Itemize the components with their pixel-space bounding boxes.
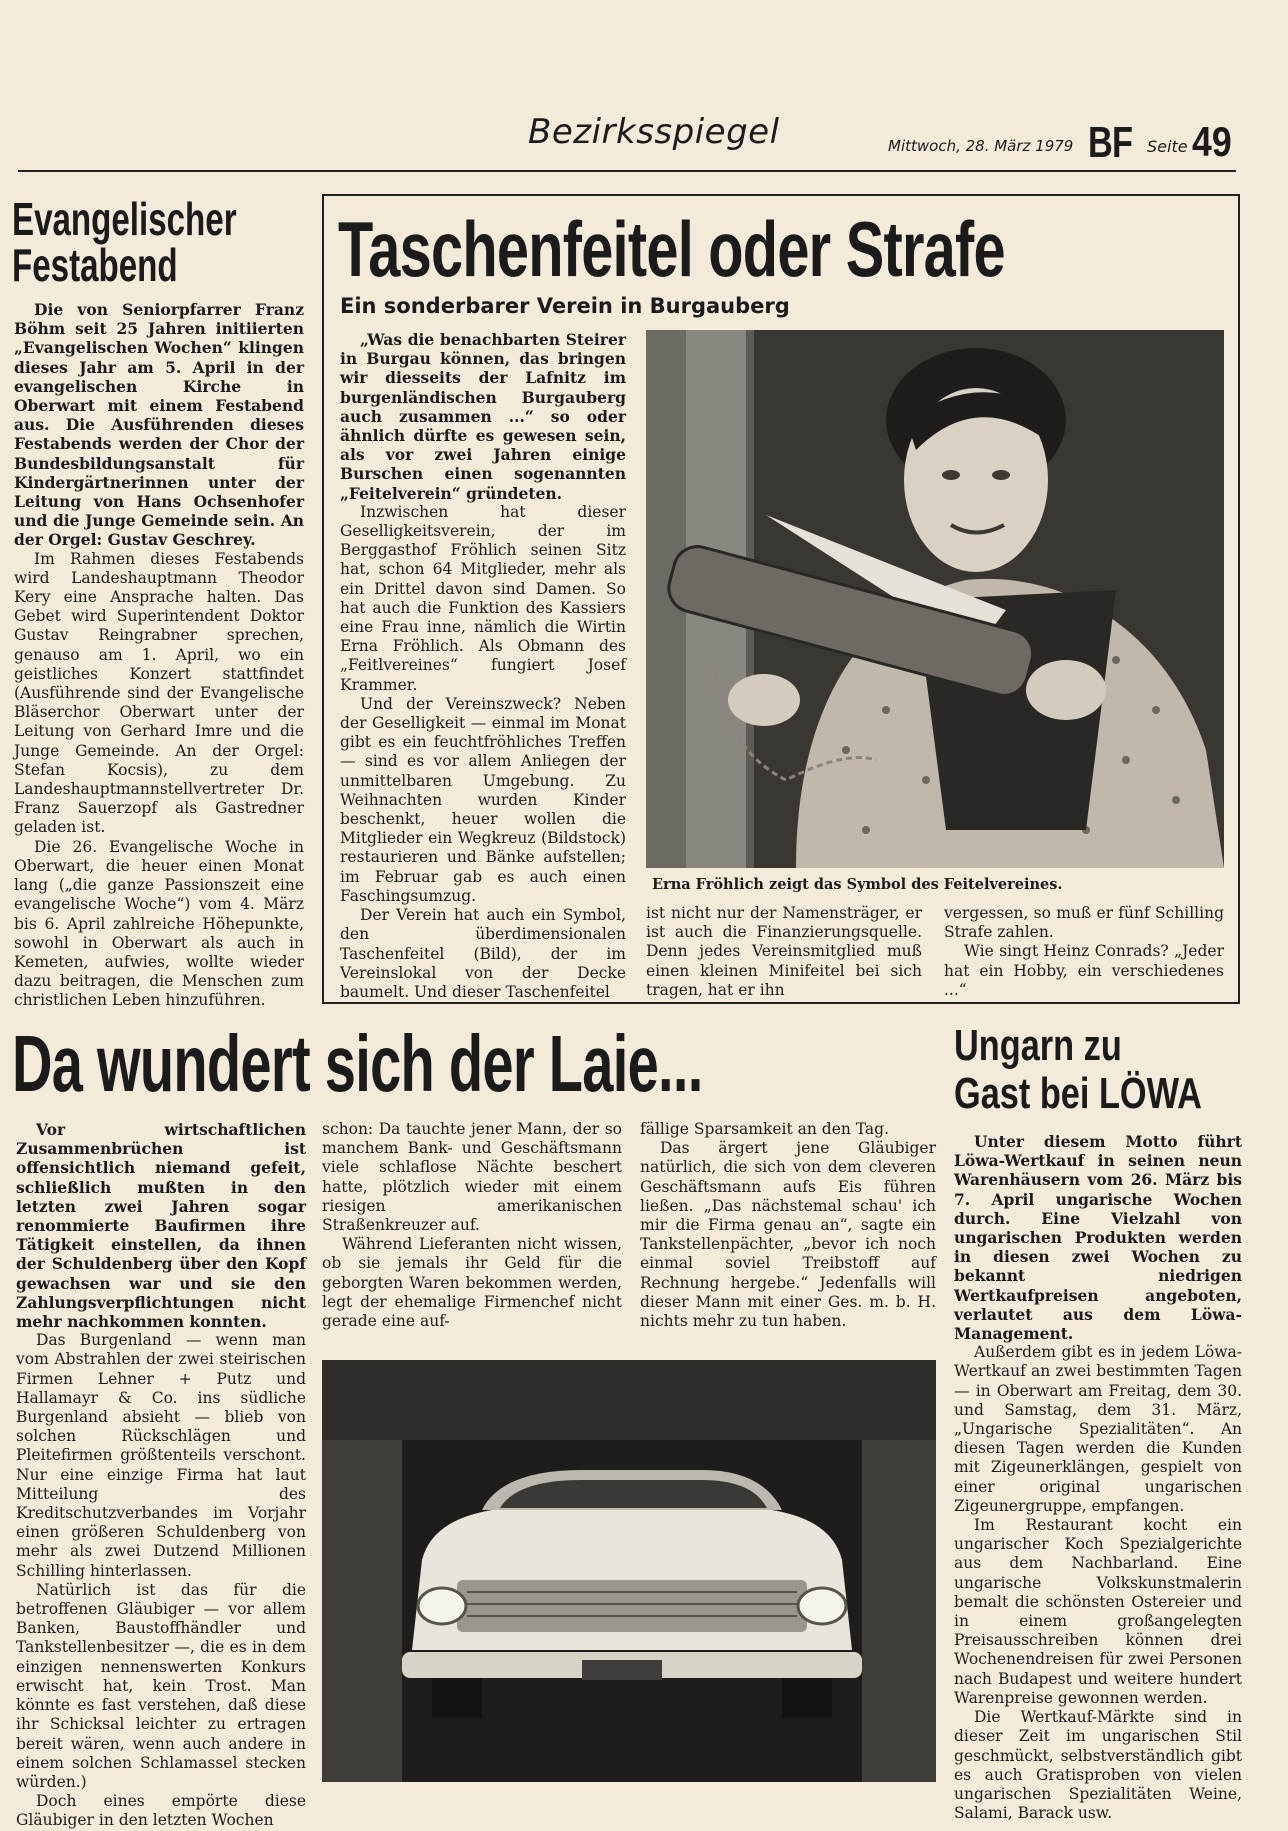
loewa-paragraph: Im Restaurant kocht ein ungarischer Koch Spezialgerichte aus dem Nachbarland. Eine ungarische Volkskunstmalerin bemalt die schönsten Ostereier und in einem großangelegten Preisausschreiben können drei Wochenendreisen für zwei Personen nach Budapest und weitere hundert Warenpreise gewonnen werden.: [954, 1516, 1242, 1707]
laie-title: Da wundert sich der Laie...: [12, 1019, 703, 1108]
laie-paragraph: Doch eines empörte diese Gläubiger in den letzten Wochen: [16, 1792, 306, 1830]
woman-knife-illustration: [646, 330, 1224, 868]
laie-column-1: [16, 1120, 306, 1830]
laie-paragraph: fällige Sparsamkeit an den Tag.: [640, 1120, 890, 1138]
feitel-column-2: [646, 904, 922, 1000]
laie-paragraph: Das ärgert jene Gläubiger natürlich, die sich von dem cleveren Geschäftsmann aufs Eis führen ließen. „Das nächstemal schau' ich mir die Firma genau an“, sagte ein Tankstellenpächter, „bevor ich noch einmal soviel Treibstoff auf Rechnung hergebe.“ Jedenfalls will dieser Mann mit einer Ges. m. b. H. nichts mehr zu tun haben.: [640, 1139, 936, 1331]
loewa-paragraph: Außerdem gibt es in jedem Löwa-Wertkauf an zwei bestimmten Tagen — in Oberwart am Freitag, dem 30. und Samstag, dem 31. März, „Ungarische Spezialitäten“. An diesen Tagen werden die Kunden mit Zigeunerklängen, gespielt von einer original ungarischen Zigeunergruppe, empfangen.: [954, 1343, 1242, 1515]
newspaper-logo: BF: [1088, 118, 1133, 167]
feitel-title: Taschenfeitel oder Strafe: [338, 205, 1005, 293]
laie-paragraph: Während Lieferanten nicht wissen, ob sie jemals ihr Geld für die geborgten Waren bekommen werden, legt der ehemalige Firmenchef nicht gerade eine auf-: [322, 1235, 622, 1331]
page-label: Seite: [1147, 137, 1188, 156]
feitel-subtitle: Ein sonderbarer Verein in Burgauberg: [340, 294, 790, 318]
festabend-paragraph: Im Rahmen dieses Festabends wird Landeshauptmann Theodor Kery eine Ansprache halten. Das Gebet wird Superintendent Doktor Gustav Reingrabner sprechen, genauso am 1. April, wo ein geistliches Konzert stattfindet (Ausführende sind der Evangelische Bläserchor Oberwart unter der Leitung von Gerhard Imre und die Junge Gemeinde. An der Orgel: Stefan Kocsis), zu dem Landeshauptmannstellvertreter Dr. Franz Sauerzopf als Gastredner geladen ist.: [14, 549, 304, 837]
laie-column-3: [640, 1120, 936, 1330]
issue-date: Mittwoch, 28. März 1979: [888, 137, 1074, 155]
section-title: Bezirksspiegel: [528, 112, 780, 152]
feitel-lead: „Was die benachbarten Steirer in Burgau können, das bringen wir diesseits der Lafnitz im burgenländischen Burgauberg auch zusammen ...“ so oder ähnlich dürfte es gewesen sein, als vor zwei Jahren einige Burschen einen sogenannten „Feitelverein“ gründeten.: [340, 330, 626, 503]
car-illustration: [322, 1360, 936, 1782]
loewa-title-line1: Ungarn zu: [954, 1021, 1122, 1070]
photo-erna-froehlich: [646, 330, 1224, 868]
loewa-lead: Unter diesem Motto führt Löwa-Wertkauf in seinen neun Warenhäusern vom 26. März bis 7. April ungarische Wochen durch. Eine Vielzahl von ungarischen Produkten werden in diesen zwei Wochen zu bekannt niedrigen Wertkaufpreisen angeboten, verlautet aus dem Löwa-Management.: [954, 1132, 1242, 1344]
laie-lead: Vor wirtschaftlichen Zusammenbrüchen ist offensichtlich niemand gefeit, schließlich mußten in den letzten zwei Jahren sogar renommierte Baufirmen ihre Tätigkeit einstellen, da ihnen der Schuldenberg über den Kopf gewachsen war und sie den Zahlungsverpflichtungen nicht mehr nachkommen konnten.: [16, 1120, 306, 1332]
page-number: 49: [1192, 118, 1232, 165]
feitel-paragraph: Der Verein hat auch ein Symbol, den überdimensionalen Taschenfeitel (Bild), der im Vereinslokal von der Decke baumelt. Und dieser Taschenfeitel: [340, 906, 626, 1001]
laie-paragraph: Natürlich ist das für die betroffenen Gläubiger — vor allem Banken, Baustoffhändler und Tankstellenbesitzer —, die es in dem einzigen nennenswerten Konkurs erwischt hat, kein Trost. Man könnte es fast verstehen, daß diese ihr Schicksal leichter zu ertragen bereit wären, wenn auch andere in einem solchen Schlamassel stecken würden.): [16, 1580, 306, 1791]
feitel-paragraph: Und der Vereinszweck? Neben der Geselligkeit — einmal im Monat gibt es ein feuchtfröhliches Treffen — sind es vor allem Anliegen der unmittelbaren Umgebung. Zu Weihnachten wurden Kinder beschenkt, heuer wollen die Mitglieder ein Wegkreuz (Bildstock) restaurieren und Bänke aufstellen; im Februar gab es auch einen Faschingsumzug.: [340, 694, 626, 905]
festabend-title-line2: Festabend: [12, 239, 178, 291]
feitel-paragraph: Wie singt Heinz Conrads? „Jeder hat ein Hobby, ein verschiedenes ...“: [944, 942, 1224, 999]
festabend-paragraph: Die 26. Evangelische Woche in Oberwart, die heuer einen Monat lang („die ganze Passionszeit eine evangelische Woche“) vom 4. März bis 6. April zahlreiche Höhepunkte, sowohl in Oberwart als auch in Kemeten, aufwies, wollte wieder dazu beitragen, die Menschen zum christlichen Leben hinzuführen.: [14, 837, 304, 1010]
photo-caption: Erna Fröhlich zeigt das Symbol des Feitelvereines.: [652, 876, 1063, 893]
feitel-paragraph: vergessen, so muß er fünf Schilling Strafe zahlen.: [944, 904, 1224, 942]
loewa-title-line2: Gast bei LÖWA: [954, 1069, 1202, 1118]
laie-paragraph: schon: Da tauchte jener Mann, der so manchem Bank- und Geschäftsmann viele schlaflose Nächte beschert hatte, plötzlich wieder mit einem riesigen amerikanischen Straßenkreuzer auf.: [322, 1120, 622, 1235]
laie-column-2: [322, 1120, 622, 1330]
loewa-paragraph: Die Wertkauf-Märkte sind in dieser Zeit im ungarischen Stil geschmückt, selbstverständlich gibt es auch Gratisproben von vielen ungarischen Spezialitäten Weine, Salami, Barack usw.: [954, 1708, 1242, 1823]
festabend-lead: Die von Seniorpfarrer Franz Böhm seit 25 Jahren initiierten „Evangelischen Wochen“ klingen dieses Jahr am 5. April in der evangelischen Kirche in Oberwart mit einem Festabend aus. Die Ausführenden dieses Festabends werden der Chor der Bundesbildungsanstalt für Kindergärtnerinnen unter der Leitung von Hans Ochsenhofer und die Junge Gemeinde sein. An der Orgel: Gustav Geschrey.: [14, 300, 304, 550]
feitel-column-3: [944, 904, 1224, 1000]
festabend-title-line1: Evangelischer: [12, 193, 237, 245]
festabend-body: [14, 300, 304, 1010]
feitel-column-1: [340, 330, 626, 1001]
feitel-paragraph: Inzwischen hat dieser Geselligkeitsverein, der im Berggasthof Fröhlich seinen Sitz hat, schon 64 Mitglieder, mehr als ein Drittel davon sind Damen. So hat auch die Funktion des Kassiers eine Frau inne, nämlich die Wirtin Erna Fröhlich. Als Obmann des „Feitlvereines“ fungiert Josef Krammer.: [340, 502, 626, 694]
photo-car: [322, 1360, 936, 1782]
loewa-body: [954, 1132, 1242, 1823]
feitel-paragraph: ist nicht nur der Namensträger, er ist auch die Finanzierungsquelle. Denn jedes Vereinsmitglied muß einen kleinen Minifeitel bei sich tragen, hat er ihn: [646, 904, 922, 999]
laie-paragraph: Das Burgenland — wenn man vom Abstrahlen der zwei steirischen Firmen Lehner + Putz und Hallamayr & Co. ins südliche Burgenland absieht — blieb von solchen Rückschlägen und Pleitefirmen größtenteils verschont. Nur eine einzige Firma hat laut Mitteilung des Kreditschutzverbandes im Vorjahr einen größeren Schuldenberg von mehr als zwei Dutzend Millionen Schilling hinterlassen.: [16, 1331, 306, 1580]
header-rule: [18, 170, 1236, 172]
